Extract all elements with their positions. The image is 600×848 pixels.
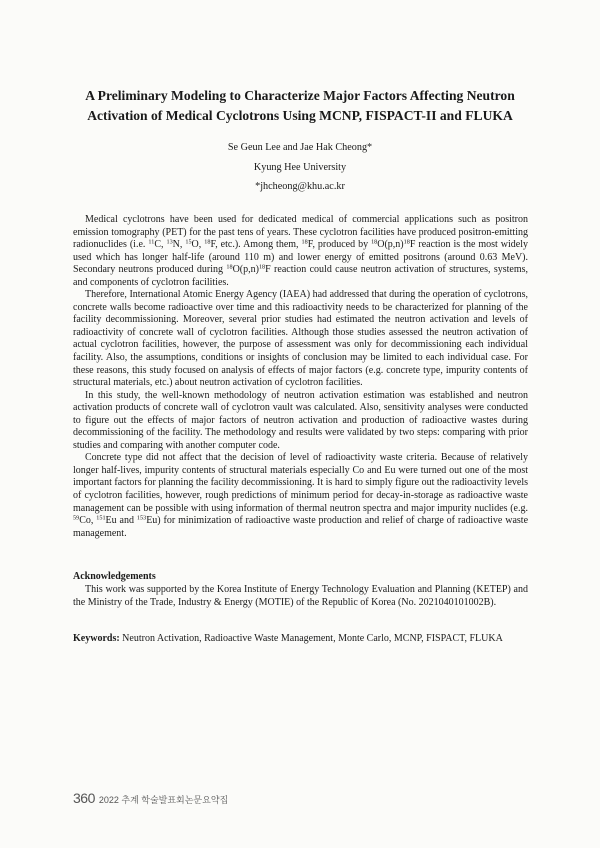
- paragraph-1: Medical cyclotrons have been used for dedicated medical of commercial applications such as positron emission tomography (PET) for the past tens of years. These cyclotron facilities have produced positron-emitting radionuclides (i.e. $^{11}$C, $^{13}$N, $^{15}$O, $^{18}$F, etc.). Among them, $^{18}$F, produced by $^{18}O(p,n)^{18}F$ reaction is the most widely used which has longer half-life (around 110 m) and lower energy of emitted positrons (around 0.63 MeV). Secondary neutrons produced during $^{18}O(p,n)^{18}F$ reaction could cause neutron activation of structures, systems, and components of cyclotron facilities.: [73, 214, 528, 288]
- acknowledgements-heading: Acknowledgements: [73, 571, 156, 582]
- paragraph-4: Concrete type did not affect that the decision of level of radioactivity waste criteria. Because of relatively longer half-lives, impurity contents of structural materials especially Co and Eu were turned out one of the most important factors for planning the facility decommissioning. It is hard to simply figure out the radioactivity levels of cyclotron facilities, however, rough predictions of minimum period for decay-in-storage as radioactive waste management can be possible with using information of thermal neutron spectra and major impurity nuclides (e.g. $^{59}$Co, $^{151}$Eu and $^{153}$Eu) for minimization of radioactive waste production and relief of charge of radioactive waste management.: [73, 452, 529, 539]
- paragraph-2: Therefore, International Atomic Energy Agency (IAEA) had addressed that during the operation of cyclotrons, concrete walls become radioactive over time and this radioactivity needs to be characterized for planning of the facility decommissioning. Moreover, several prior studies had estimated the neutron activation and levels of radioactivity of concrete wall of cyclotron facilities. Although those studies assessed the neutron activation of actual cyclotron facilities, however, the purpose of assessment was only for decommissioning each individual facility. Also, the assumptions, conditions or insights of conclusion may be limited to each individual case. For these reasons, this study focused on analysis of effects of major factors (e.g. concrete type, impurity contents of structural materials, etc.) about neutron activation of cyclotron facilities.: [73, 289, 528, 389]
- author-affiliation: Kyung Hee University: [253, 161, 347, 173]
- author-email: *jhcheong@khu.ac.kr: [255, 181, 345, 192]
- acknowledgements-text: This work was supported by the Korea Institute of Energy Technology Evaluation and Planning (KETEP) and the Ministry of the Trade, Industry & Energy (MOTIE) of the Republic of Korea (No. 2021040101002B).: [73, 584, 528, 608]
- title-line-2: Activation of Medical Cyclotrons Using MCNP, FISPACT-II and FLUKA: [87, 108, 513, 123]
- abstract-body: [73, 214, 528, 540]
- page-number: 360: [73, 790, 95, 806]
- keywords-text: Neutron Activation, Radioactive Waste Management, Monte Carlo, MCNP, FISPACT, FLUKA: [122, 633, 503, 644]
- author-block: [60, 138, 540, 197]
- keywords-label: Keywords:: [73, 633, 120, 644]
- paragraph-3: In this study, the well-known methodology of neutron activation estimation was established and neutron activation products of concrete wall of cyclotron vault was calculated. Also, sensitivity analyses were conducted to figure out the effects of major factors of neutron activation and production of radioactive wastes during decommissioning of the facility. The methodology and results were validated by two steps: comparing with prior studies and comparing with another computer code.: [73, 389, 528, 451]
- page-footer: [73, 790, 228, 808]
- acknowledgements-body: [73, 584, 528, 609]
- proceedings-title: 2022 추계 학술발표회논문요약집: [98, 795, 229, 805]
- author-names: Se Geun Lee and Jae Hak Cheong*: [227, 142, 373, 153]
- title-line-1: A Preliminary Modeling to Characterize Major Factors Affecting Neutron: [85, 88, 515, 103]
- paper-title: [60, 86, 540, 126]
- keywords-block: [73, 633, 528, 646]
